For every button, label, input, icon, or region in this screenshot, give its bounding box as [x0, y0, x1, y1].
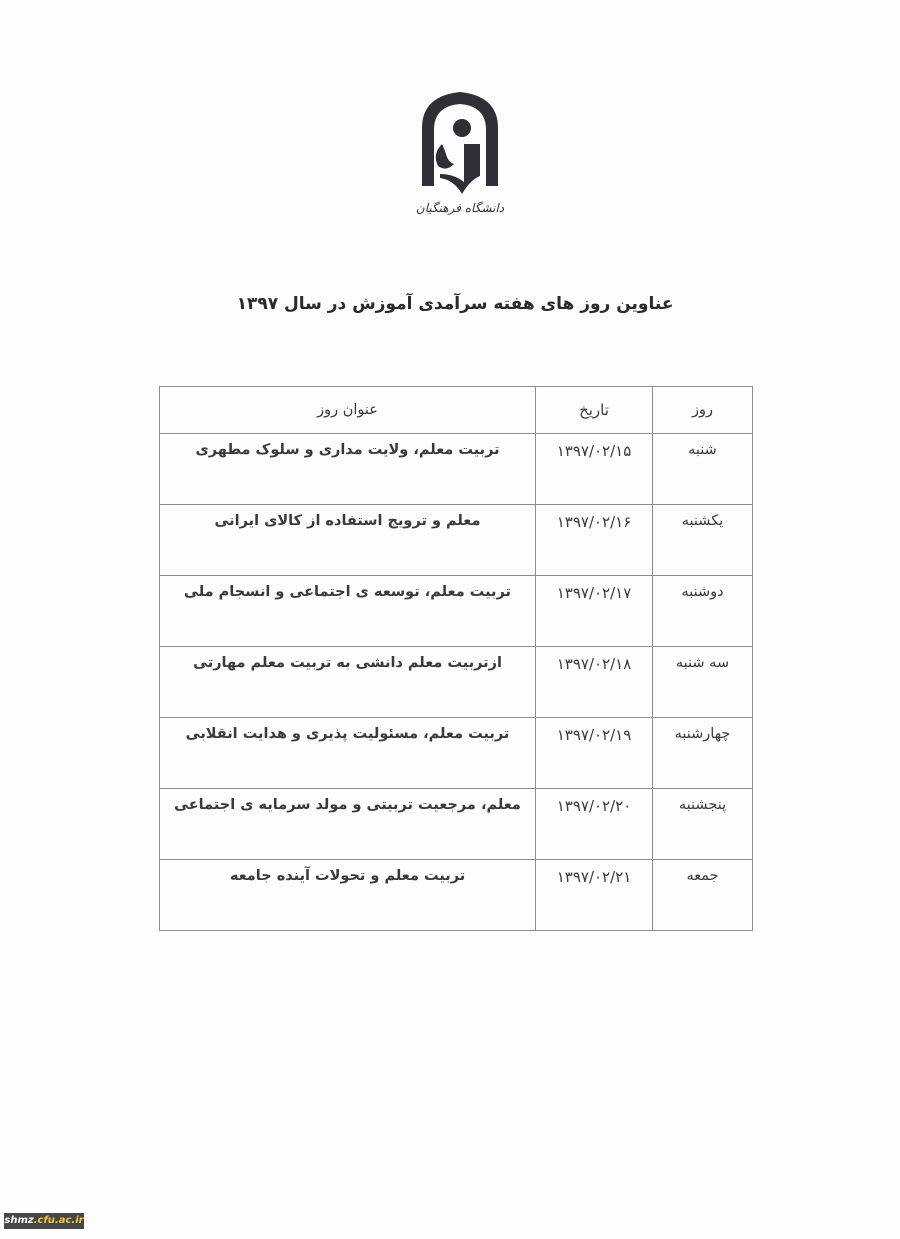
- table-row: [160, 434, 753, 505]
- table-row: [160, 576, 753, 647]
- cell-title: تربیت معلم، مسئولیت پذیری و هدایت انقلابی: [160, 718, 536, 789]
- watermark-part2: .cfu.ac.ir: [33, 1215, 84, 1226]
- cell-date: ۱۳۹۷/۰۲/۱۵: [536, 434, 653, 505]
- cell-title: تربیت معلم، توسعه ی اجتماعی و انسجام ملی: [160, 576, 536, 647]
- cell-date: ۱۳۹۷/۰۲/۱۶: [536, 505, 653, 576]
- cell-title: ازتربیت معلم دانشی به تربیت معلم مهارتی: [160, 647, 536, 718]
- university-logo: [412, 88, 508, 218]
- header-day: روز: [653, 387, 753, 434]
- table-row: [160, 505, 753, 576]
- cell-date: ۱۳۹۷/۰۲/۱۸: [536, 647, 653, 718]
- cell-title: معلم و ترویج استفاده از کالای ایرانی: [160, 505, 536, 576]
- schedule-table: [159, 386, 753, 931]
- cell-title: تربیت معلم، ولایت مداری و سلوک مطهری: [160, 434, 536, 505]
- cell-date: ۱۳۹۷/۰۲/۲۱: [536, 860, 653, 931]
- cell-day: جمعه: [653, 860, 753, 931]
- cell-title: تربیت معلم و تحولات آینده جامعه: [160, 860, 536, 931]
- watermark-part1: shmz: [4, 1215, 34, 1226]
- cell-date: ۱۳۹۷/۰۲/۲۰: [536, 789, 653, 860]
- page-title: عناوین روز های هفته سرآمدی آموزش در سال ۱۳۹۷: [236, 294, 674, 314]
- table-row: [160, 718, 753, 789]
- cell-day: چهارشنبه: [653, 718, 753, 789]
- table-row: [160, 860, 753, 931]
- cell-day: سه شنبه: [653, 647, 753, 718]
- cell-title: معلم، مرجعیت تربیتی و مولد سرمایه ی اجتماعی: [160, 789, 536, 860]
- logo-caption: دانشگاه فرهنگیان: [415, 201, 505, 215]
- cell-day: یکشنبه: [653, 505, 753, 576]
- table-header-row: [160, 387, 753, 434]
- cell-day: شنبه: [653, 434, 753, 505]
- header-title: عنوان روز: [160, 387, 536, 434]
- cell-day: دوشنبه: [653, 576, 753, 647]
- table-row: [160, 647, 753, 718]
- cell-date: ۱۳۹۷/۰۲/۱۹: [536, 718, 653, 789]
- header-date: تاریخ: [536, 387, 653, 434]
- cell-date: ۱۳۹۷/۰۲/۱۷: [536, 576, 653, 647]
- watermark: [4, 1213, 84, 1229]
- table-row: [160, 789, 753, 860]
- cell-day: پنجشنبه: [653, 789, 753, 860]
